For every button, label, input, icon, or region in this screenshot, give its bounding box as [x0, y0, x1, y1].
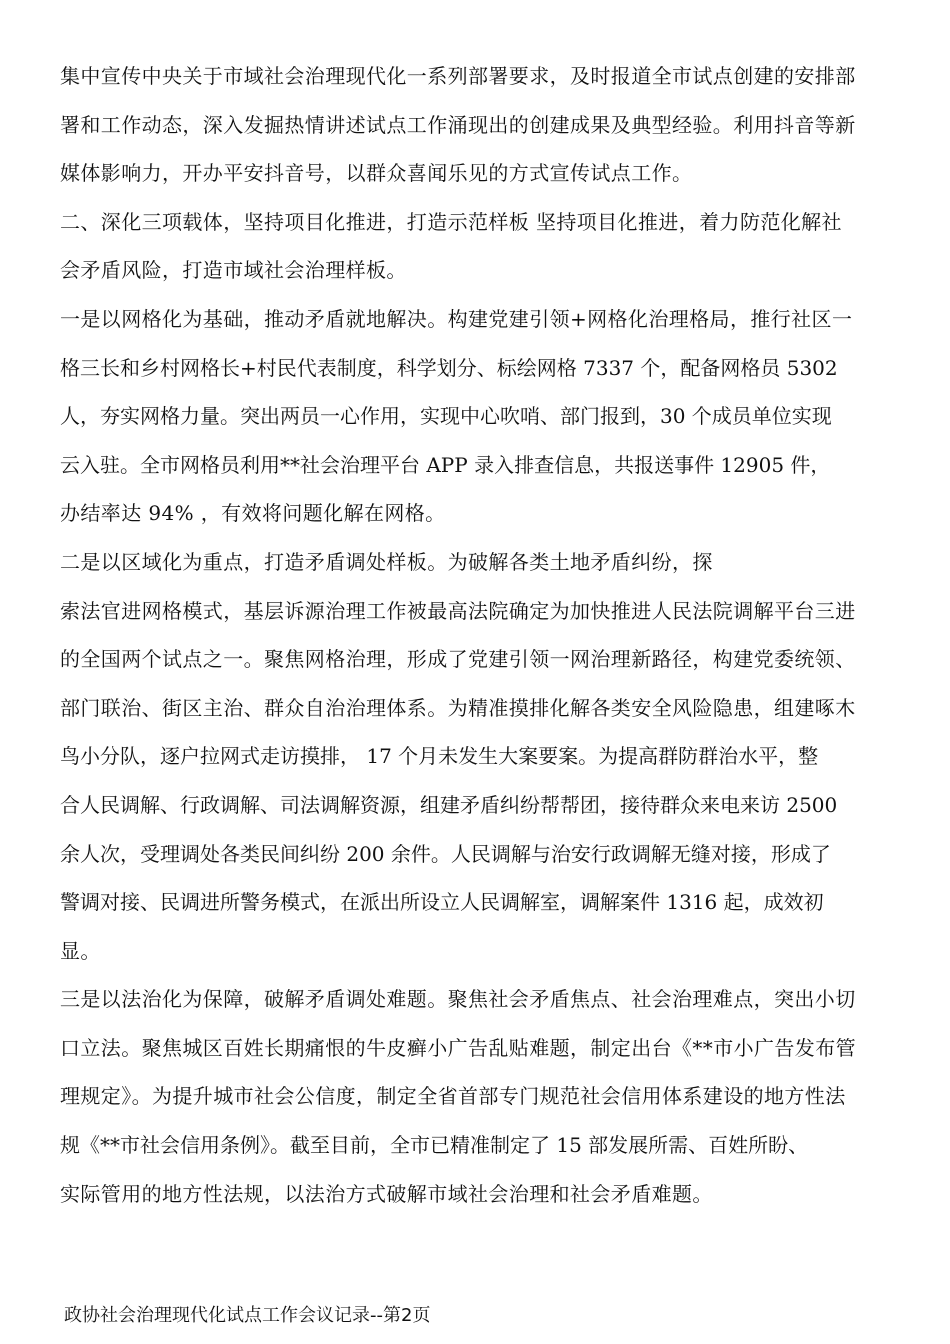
text-line: 署和工作动态，深入发掘热情讲述试点工作涌现出的创建成果及典型经验。利用抖音等新 [60, 112, 856, 137]
text-line: 部门联治、街区主治、群众自治治理体系。为精准摸排化解各类安全风险隐患，组建啄木 [60, 695, 856, 720]
text-line: 集中宣传中央关于市域社会治理现代化一系列部署要求，及时报道全市试点创建的安排部 [60, 64, 856, 88]
text-line: 口立法。聚焦城区百姓长期痛恨的牛皮癣小广告乱贴难题，制定出台《**市小广告发布管 [60, 1035, 856, 1060]
text-line: 媒体影响力，开办平安抖音号，以群众喜闻乐见的方式宣传试点工作。 [60, 161, 693, 186]
text-line: 格三长和乡村网格长+村民代表制度，科学划分、标绘网格 7337 个，配备网格员 5302 [60, 355, 838, 380]
text-line: 云入驻。全市网格员利用**社会治理平台 APP 录入排查信息，共报送事件 12905 件， [60, 452, 831, 477]
text-line: 二是以区域化为重点，打造矛盾调处样板。为破解各类土地矛盾纠纷，探 [60, 549, 713, 574]
text-line: 二、深化三项载体，坚持项目化推进，打造示范样板 坚持项目化推进，着力防范化解社 [60, 209, 842, 234]
text-line: 人，夯实网格力量。突出两员一心作用，实现中心吹哨、部门报到，30 个成员单位实现 [60, 404, 832, 429]
text-line: 会矛盾风险，打造市域社会治理样板。 [60, 258, 407, 283]
text-line: 一是以网格化为基础，推动矛盾就地解决。构建党建引领+网格化治理格局，推行社区一 [60, 306, 853, 331]
document-body [60, 52, 895, 1218]
text-line: 的全国两个试点之一。聚焦网格治理，形成了党建引领一网治理新路径，构建党委统领、 [60, 647, 856, 672]
text-line: 办结率达 94% ，有效将问题化解在网格。 [60, 501, 446, 526]
text-line: 警调对接、民调进所警务模式，在派出所设立人民调解室，调解案件 1316 起，成效初 [60, 890, 824, 915]
text-line: 合人民调解、行政调解、司法调解资源，组建矛盾纠纷帮帮团，接待群众来电来访 2500 [60, 792, 838, 817]
text-line: 规《**市社会信用条例》。截至目前，全市已精准制定了 15 部发展所需、百姓所盼、 [60, 1133, 809, 1158]
text-line: 鸟小分队，逐户拉网式走访摸排， 17 个月未发生大案要案。为提高群防群治水平，整 [60, 744, 819, 769]
text-line: 显。 [60, 938, 101, 963]
text-line: 实际管用的地方性法规，以法治方式破解市域社会治理和社会矛盾难题。 [60, 1181, 713, 1206]
text-line: 三是以法治化为保障，破解矛盾调处难题。聚焦社会矛盾焦点、社会治理难点，突出小切 [60, 987, 856, 1012]
text-line: 理规定》。为提升城市社会公信度，制定全省首部专门规范社会信用体系建设的地方性法 [60, 1084, 846, 1109]
page-footer: 政协社会治理现代化试点工作会议记录--第2页 [64, 1305, 431, 1326]
text-line: 索法官进网格模式，基层诉源治理工作被最高法院确定为加快推进人民法院调解平台三进 [60, 598, 856, 623]
text-line: 余人次，受理调处各类民间纠纷 200 余件。人民调解与治安行政调解无缝对接，形成了 [60, 841, 831, 866]
